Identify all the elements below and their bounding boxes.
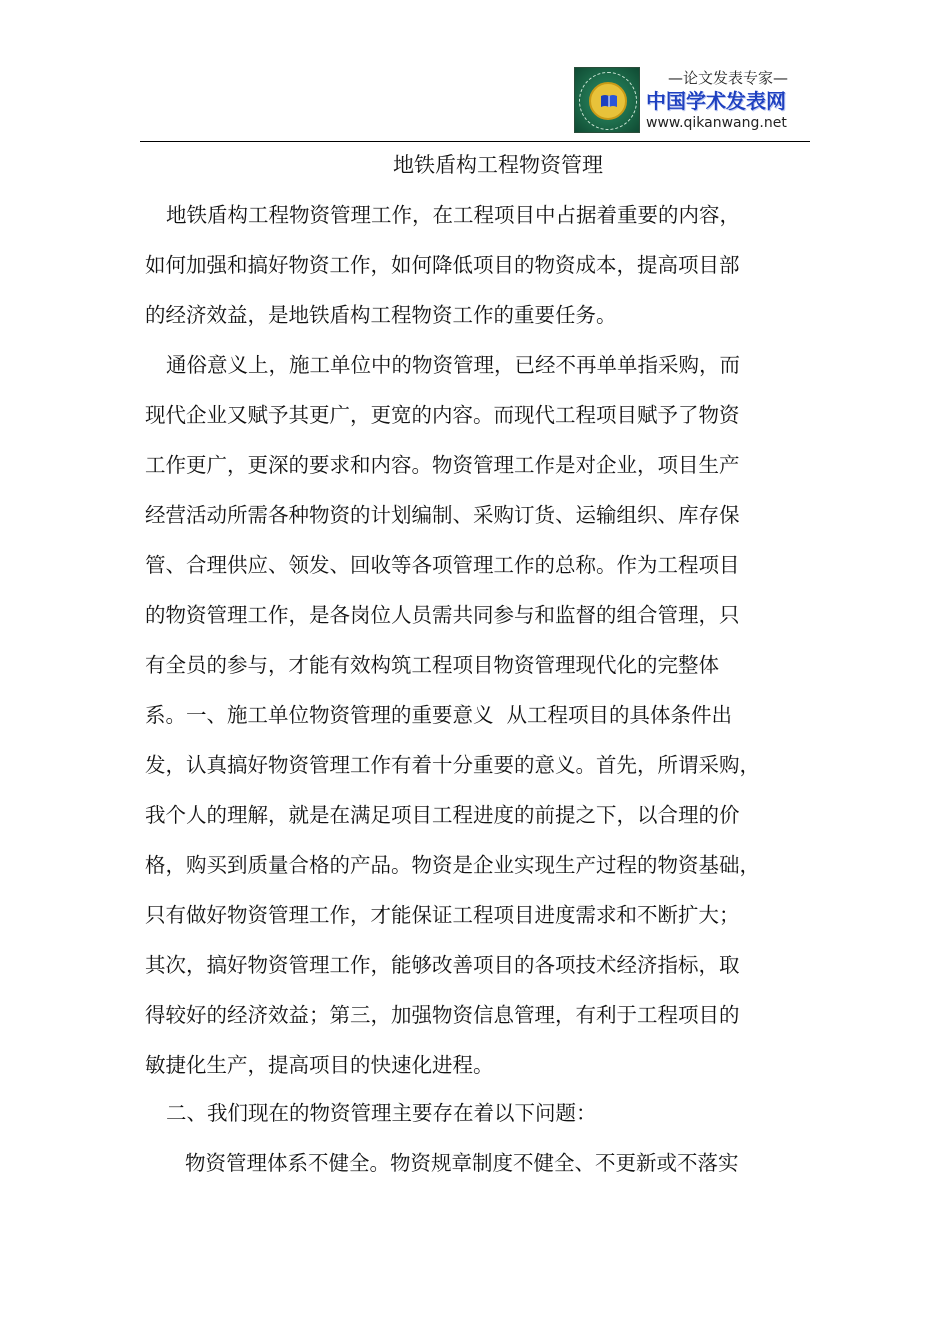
paragraph-intro [145,190,793,340]
book-seal-icon [574,67,640,133]
paragraph-line: 只有做好物资管理工作，才能保证工程项目进度需求和不断扩大； [145,903,740,927]
logo-tagline: —论文发表专家— [667,69,788,87]
paragraph-line: 其次，搞好物资管理工作，能够改善项目的各项技术经济指标，取 [145,953,740,977]
paragraph-line: 地铁盾构工程物资管理工作，在工程项目中占据着重要的内容， [166,203,740,227]
paragraph-line: 二、我们现在的物资管理主要存在着以下问题： [166,1101,597,1125]
logo-name: 中国学术发表网 [646,89,786,113]
paragraph-line: 通俗意义上，施工单位中的物资管理，已经不再单单指采购，而 [166,353,740,377]
document-title: 地铁盾构工程物资管理 [393,153,603,177]
paragraph-line: 敏捷化生产，提高项目的快速化进程。 [145,1053,494,1077]
paragraph-line: 我个人的理解，就是在满足项目工程进度的前提之下，以合理的价 [145,803,740,827]
paragraph-line: 工作更广，更深的要求和内容。物资管理工作是对企业，项目生产 [145,453,740,477]
paragraph-line: 得较好的经济效益；第三，加强物资信息管理，有利于工程项目的 [145,1003,740,1027]
paragraph-section-heading [145,1088,793,1138]
paragraph-line: 发，认真搞好物资管理工作有着十分重要的意义。首先，所谓采购， [145,753,760,777]
publisher-logo [574,67,810,133]
paragraph-line: 经营活动所需各种物资的计划编制、采购订货、运输组织、库存保 [145,503,740,527]
paragraph-line: 物资管理体系不健全。物资规章制度不健全、不更新或不落实 [185,1151,739,1175]
open-book-icon [600,94,618,108]
paragraph-line: 如何加强和搞好物资工作，如何降低项目的物资成本，提高项目部 [145,253,740,277]
paragraph-line: 的经济效益，是地铁盾构工程物资工作的重要任务。 [145,303,617,327]
seal-center [589,82,627,120]
paragraph-line: 有全员的参与，才能有效构筑工程项目物资管理现代化的完整体 [145,653,719,677]
paragraph-line: 系。一、施工单位物资管理的重要意义 从工程项目的具体条件出 [145,703,733,727]
paragraph-body [145,340,793,1090]
paragraph-line: 现代企业又赋予其更广，更宽的内容。而现代工程项目赋予了物资 [145,403,740,427]
paragraph-line: 格，购买到质量合格的产品。物资是企业实现生产过程的物资基础， [145,853,760,877]
logo-url: www.qikanwang.net [646,115,787,131]
paragraph-line: 管、合理供应、领发、回收等各项管理工作的总称。作为工程项目 [145,553,740,577]
header-rule [140,141,810,142]
logo-text-block [640,67,810,133]
paragraph-line: 的物资管理工作，是各岗位人员需共同参与和监督的组合管理，只 [145,603,740,627]
paragraph-problems [145,1138,793,1188]
